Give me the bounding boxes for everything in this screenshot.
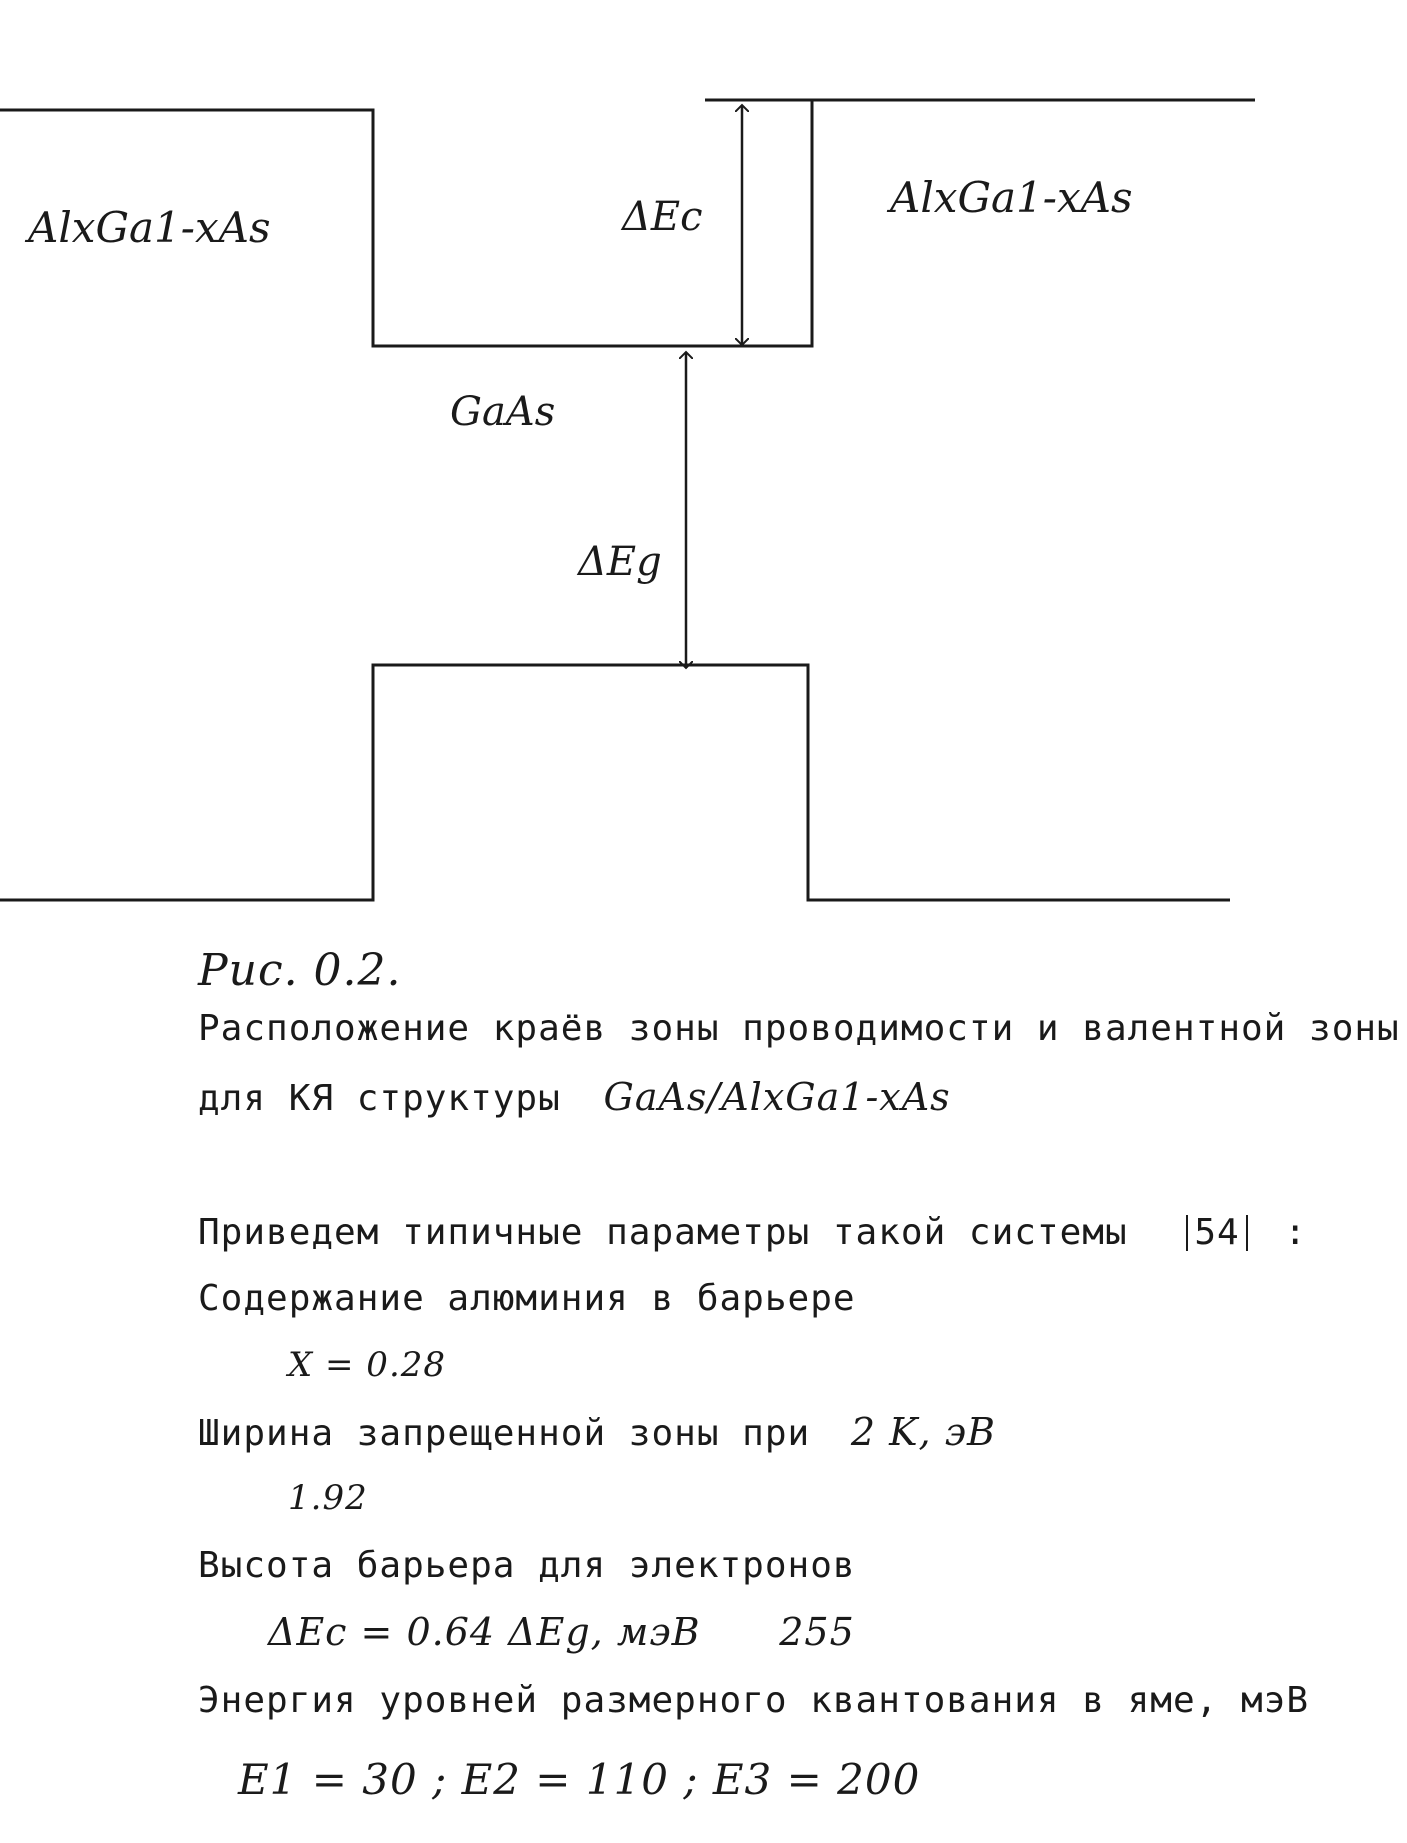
gap-line [198,1410,996,1454]
caption-line-2 [198,1075,951,1119]
barrier-label: Высота барьера для электронов [198,1545,856,1586]
params-intro-line [198,1212,1307,1253]
levels-value: E1 = 30 ; E2 = 110 ; E3 = 200 [238,1755,921,1804]
delta-ec-label: ΔEc [622,194,703,240]
caption-line-2-prefix: для КЯ структуры [198,1078,561,1119]
well-material-label: GaAs [450,389,556,435]
barrier-line [268,1610,855,1654]
right-material-label: AlxGa1-xAs [890,173,1133,222]
params-intro-colon: : [1284,1212,1308,1253]
reference-number: 54 [1186,1215,1247,1251]
params-intro: Приведем типичные параметры такой системы [198,1212,1128,1253]
barrier-formula: ΔEc = 0.64 ΔEg, мэВ [268,1610,701,1654]
al-content-value: X = 0.28 [288,1345,447,1385]
caption-line-1: Расположение краёв зоны проводимости и валентной зоны [198,1008,1400,1049]
structure-formula: GaAs/AlxGa1-xAs [603,1075,951,1119]
valence-band-edge [0,665,1230,900]
barrier-value: 255 [779,1610,855,1654]
figure-label: Рис. 0.2. [198,945,402,996]
levels-label: Энергия уровней размерного квантования в яме, мэВ [198,1680,1310,1721]
gap-condition: 2 K, эВ [850,1410,996,1454]
gap-label: Ширина запрещенной зоны при [198,1413,811,1454]
left-material-label: AlxGa1-xAs [28,203,271,252]
delta-eg-label: ΔEg [578,539,662,585]
al-content-label: Содержание алюминия в барьере [198,1278,856,1319]
gap-value: 1.92 [288,1478,368,1518]
